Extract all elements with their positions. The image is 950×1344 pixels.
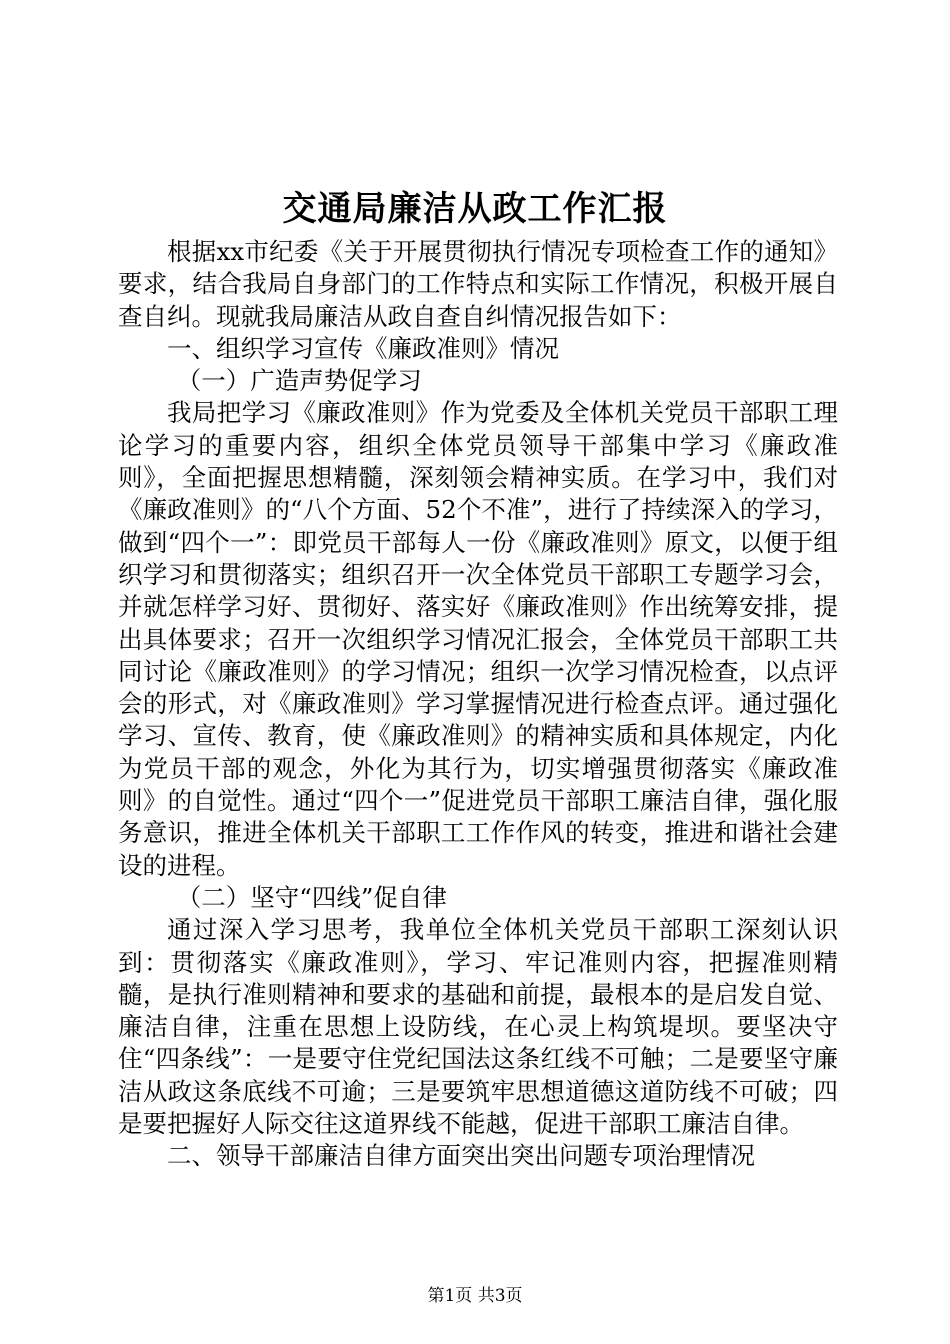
body-paragraph-2: 通过深入学习思考，我单位全体机关党员干部职工深刻认识到：贯彻落实《廉政准则》，学习、牢记准则内容，把握准则精髓，是执行准则精神和要求的基础和前提，最根本的是启发自觉、廉洁自律，注重在思想上设防线，在心灵上构筑堤坝。要坚决守住“四条线”：一是要守住党纪国法这条红线不可触；二是要坚守廉洁从政这条底线不可逾；三是要筑牢思想道德这道防线不可破；四是要把握好人际交往这道界线不能越，促进干部职工廉洁自律。 [118, 915, 838, 1139]
subsection-heading-2: （二）坚守“四线”促自律 [176, 882, 447, 912]
document-title: 交通局廉洁从政工作汇报 [282, 189, 668, 229]
section-heading-2: 二、领导干部廉洁自律方面突出突出问题专项治理情况 [167, 1141, 755, 1171]
body-paragraph-1: 我局把学习《廉政准则》作为党委及全体机关党员干部职工理论学习的重要内容，组织全体党员领导干部集中学习《廉政准则》，全面把握思想精髓，深刻领会精神实质。在学习中，我们对《廉政准则》的“八个方面、52个不准”，进行了持续深入的学习，做到“四个一”：即党员干部每人一份《廉政准则》原文，以便于组织学习和贯彻落实；组织召开一次全体党员干部职工专题学习会，并就怎样学习好、贯彻好、落实好《廉政准则》作出统筹安排，提出具体要求；召开一次组织学习情况汇报会，全体党员干部职工共同讨论《廉政准则》的学习情况；组织一次学习情况检查，以点评会的形式，对《廉政准则》学习掌握情况进行检查点评。通过强化学习、宣传、教育，使《廉政准则》的精神实质和具体规定，内化为党员干部的观念，外化为其行为，切实增强贯彻落实《廉政准则》的自觉性。通过“四个一”促进党员干部职工廉洁自律，强化服务意识，推进全体机关干部职工工作作风的转变，推进和谐社会建设的进程。 [118, 398, 838, 880]
intro-paragraph: 根据xx市纪委《关于开展贯彻执行情况专项检查工作的通知》要求，结合我局自身部门的工作特点和实际工作情况，积极开展自查自纠。现就我局廉洁从政自查自纠情况报告如下： [118, 237, 838, 331]
document-body [118, 236, 838, 1173]
section-heading-1: 一、组织学习宣传《廉政准则》情况 [167, 333, 559, 363]
page-footer: 第1页 共3页 [427, 1286, 523, 1306]
subsection-heading-1: （一）广造声势促学习 [176, 366, 422, 396]
